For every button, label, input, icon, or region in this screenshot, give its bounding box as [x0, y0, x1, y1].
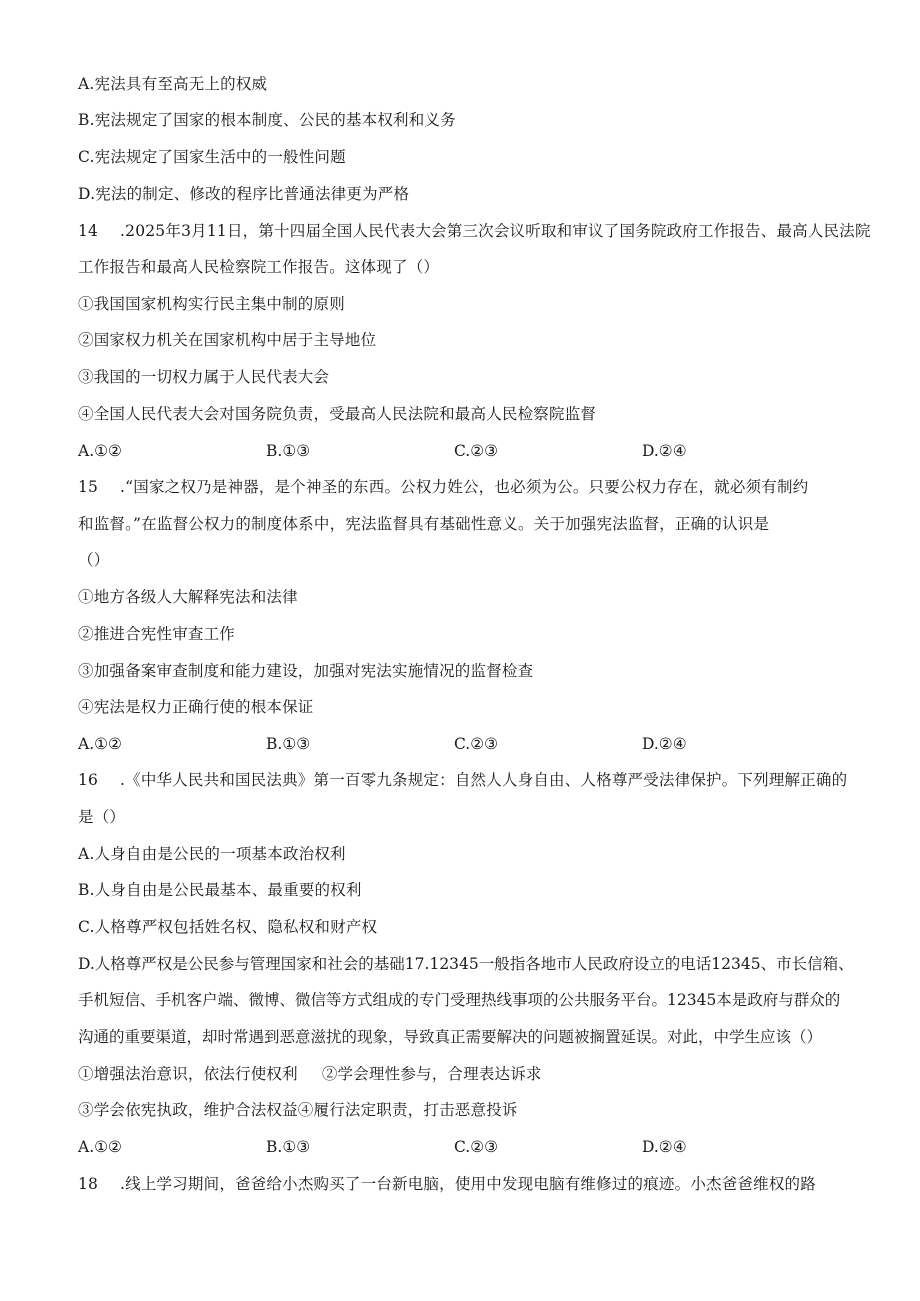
q14-stem-line2: 工作报告和最高人民检察院工作报告。这体现了（） [78, 258, 440, 276]
q17-stem-line3: 沟通的重要渠道，却时常遇到恶意滋扰的现象，导致真正需要解决的问题被搁置延误。对此，中学生应该（） [78, 1028, 823, 1046]
q16-option-a: A.人身自由是公民的一项基本政治权利 [78, 845, 346, 863]
q15-choice-d: D.②④ [642, 735, 687, 753]
q14-stem-text: .2025年3月11日，第十四届全国人民代表大会第三次会议听取和审议了国务院政府工作报告、最高人民法院 [120, 222, 871, 240]
q16-stem-text: .《中华人民共和国民法典》第一百零九条规定：自然人人身自由、人格尊严受法律保护。下列理解正确的 [120, 771, 848, 789]
q15-choice-c: C.②③ [454, 735, 499, 753]
q16-option-d: D.人格尊严权是公民参与管理国家和社会的基础17.12345一般指各地市人民政府设立的电话12345、市长信箱、 [78, 955, 854, 973]
q14-choice-d: D.②④ [642, 442, 687, 460]
q16-stem-line1 [78, 770, 847, 790]
q17-stem-line2: 手机短信、手机客户端、微博、微信等方式组成的专门受理热线事项的公共服务平台。12345本是政府与群众的 [78, 991, 841, 1009]
q15-number: 15 [78, 478, 99, 496]
q15-item-4: ④宪法是权力正确行使的根本保证 [78, 698, 314, 716]
q14-choice-b: B.①③ [266, 442, 311, 460]
q14-item-1: ①我国国家机构实行民主集中制的原则 [78, 295, 345, 313]
q16-stem-line2: 是（） [78, 808, 126, 826]
q17-item-2: ②学会理性参与，合理表达诉求 [321, 1065, 542, 1083]
q17-choice-a: A.①② [78, 1138, 122, 1156]
q13-option-b: B.宪法规定了国家的根本制度、公民的基本权利和义务 [78, 111, 456, 129]
q15-item-3: ③加强备案审查制度和能力建设，加强对宪法实施情况的监督检查 [78, 662, 534, 680]
q14-item-2: ②国家权力机关在国家机构中居于主导地位 [78, 331, 377, 349]
q15-item-2: ②推进合宪性审查工作 [78, 625, 236, 643]
q17-items-row2: ③学会依宪执政，维护合法权益④履行法定职责，打击恶意投诉 [78, 1101, 518, 1119]
q14-item-4: ④全国人民代表大会对国务院负责，受最高人民法院和最高人民检察院监督 [78, 405, 597, 423]
q14-choice-a: A.①② [78, 442, 122, 460]
q14-choice-c: C.②③ [454, 442, 499, 460]
q13-option-d: D.宪法的制定、修改的程序比普通法律更为严格 [78, 185, 410, 203]
q15-choice-a: A.①② [78, 735, 122, 753]
q18-stem-line1 [78, 1174, 816, 1194]
q14-number: 14 [78, 222, 99, 240]
q18-number: 18 [78, 1175, 99, 1193]
q18-stem-text: .线上学习期间，爸爸给小杰购买了一台新电脑，使用中发现电脑有维修过的痕迹。小杰爸爸维权的路 [120, 1175, 816, 1193]
q16-number: 16 [78, 771, 99, 789]
q14-item-3: ③我国的一切权力属于人民代表大会 [78, 368, 330, 386]
q17-choice-c: C.②③ [454, 1138, 499, 1156]
q15-stem-line3: （） [78, 551, 110, 569]
q15-stem-line2: 和监督。”在监督公权力的制度体系中，宪法监督具有基础性意义。关于加强宪法监督，正确的认识是 [78, 515, 770, 533]
q17-item-1: ①增强法治意识，依法行使权利 [78, 1065, 298, 1083]
q17-choice-b: B.①③ [266, 1138, 311, 1156]
q17-choice-d: D.②④ [642, 1138, 687, 1156]
q15-item-1: ①地方各级人大解释宪法和法律 [78, 588, 298, 606]
q15-stem-line1 [78, 477, 808, 497]
q16-option-c: C.人格尊严权包括姓名权、隐私权和财产权 [78, 918, 378, 936]
q13-option-a: A.宪法具有至高无上的权威 [78, 75, 268, 93]
q13-option-c: C.宪法规定了国家生活中的一般性问题 [78, 148, 346, 166]
q17-items-row1 [78, 1064, 542, 1084]
q14-stem-line1 [78, 221, 871, 241]
q16-option-b: B.人身自由是公民最基本、最重要的权利 [78, 881, 362, 899]
q15-choice-b: B.①③ [266, 735, 311, 753]
q15-stem-text: .“国家之权乃是神器，是个神圣的东西。公权力姓公，也必须为公。只要公权力存在，就必须有制约 [120, 478, 809, 496]
